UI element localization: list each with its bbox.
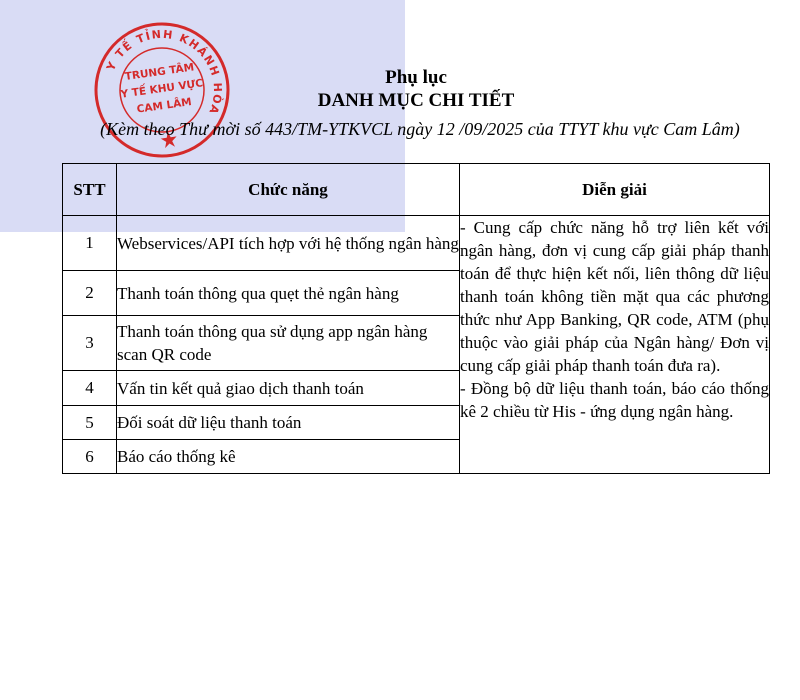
seal-line-2: Y TẾ KHU VỰC	[119, 77, 204, 101]
header-stt: STT	[63, 164, 117, 216]
description-cell	[460, 216, 770, 474]
description-paragraph-1: - Cung cấp chức năng hỗ trợ liên kết với ngân hàng, đơn vị cung cấp giải pháp thanh toán để thực hiện kết nối, liên thông dữ liệu thanh toán không tiền mặt qua các phương thức như App Banking, QR code, ATM (phụ thuộc vào giải pháp của Ngân hàng/ Đơn vị cung cấp giải pháp thanh toán đưa ra).	[460, 218, 769, 375]
detail-list-title: DANH MỤC CHI TIẾT	[317, 90, 515, 111]
header-function: Chức năng	[117, 164, 460, 216]
row-number: 5	[63, 406, 117, 440]
seal-line-3: CAM LÂM	[136, 96, 193, 116]
row-function: Webservices/API tích hợp với hệ thống ngân hàng	[117, 216, 460, 271]
row-function: Thanh toán thông qua sử dụng app ngân hàng scan QR code	[117, 316, 460, 371]
row-function: Báo cáo thống kê	[117, 440, 460, 474]
row-number: 4	[63, 371, 117, 406]
row-number: 3	[63, 316, 117, 371]
appendix-title: Phụ lục	[385, 67, 447, 88]
row-number: 6	[63, 440, 117, 474]
subtitle-suffix: /09/2025 của TTYT khu vực Cam Lâm)	[454, 119, 740, 139]
description-paragraph-2: - Đồng bộ dữ liệu thanh toán, báo cáo thống kê 2 chiều từ His - ứng dụng ngân hàng.	[460, 379, 769, 421]
table-row	[63, 216, 770, 271]
seal-line-1: TRUNG TÂM	[124, 61, 195, 83]
seal-outer-text: Y TẾ TỈNH KHÁNH HÒA	[104, 27, 225, 117]
reference-subtitle	[80, 117, 760, 141]
subtitle-day: 12	[436, 119, 455, 139]
subtitle-prefix: (Kèm theo Thư mời số 443/TM-YTKVCL ngày	[100, 119, 437, 139]
row-function: Thanh toán thông qua quẹt thẻ ngân hàng	[117, 271, 460, 316]
table-header-row	[63, 164, 770, 216]
row-number: 2	[63, 271, 117, 316]
row-function: Vấn tin kết quả giao dịch thanh toán	[117, 371, 460, 406]
detail-table	[62, 163, 770, 474]
header-description: Diễn giải	[460, 164, 770, 216]
row-number: 1	[63, 216, 117, 271]
row-function: Đối soát dữ liệu thanh toán	[117, 406, 460, 440]
